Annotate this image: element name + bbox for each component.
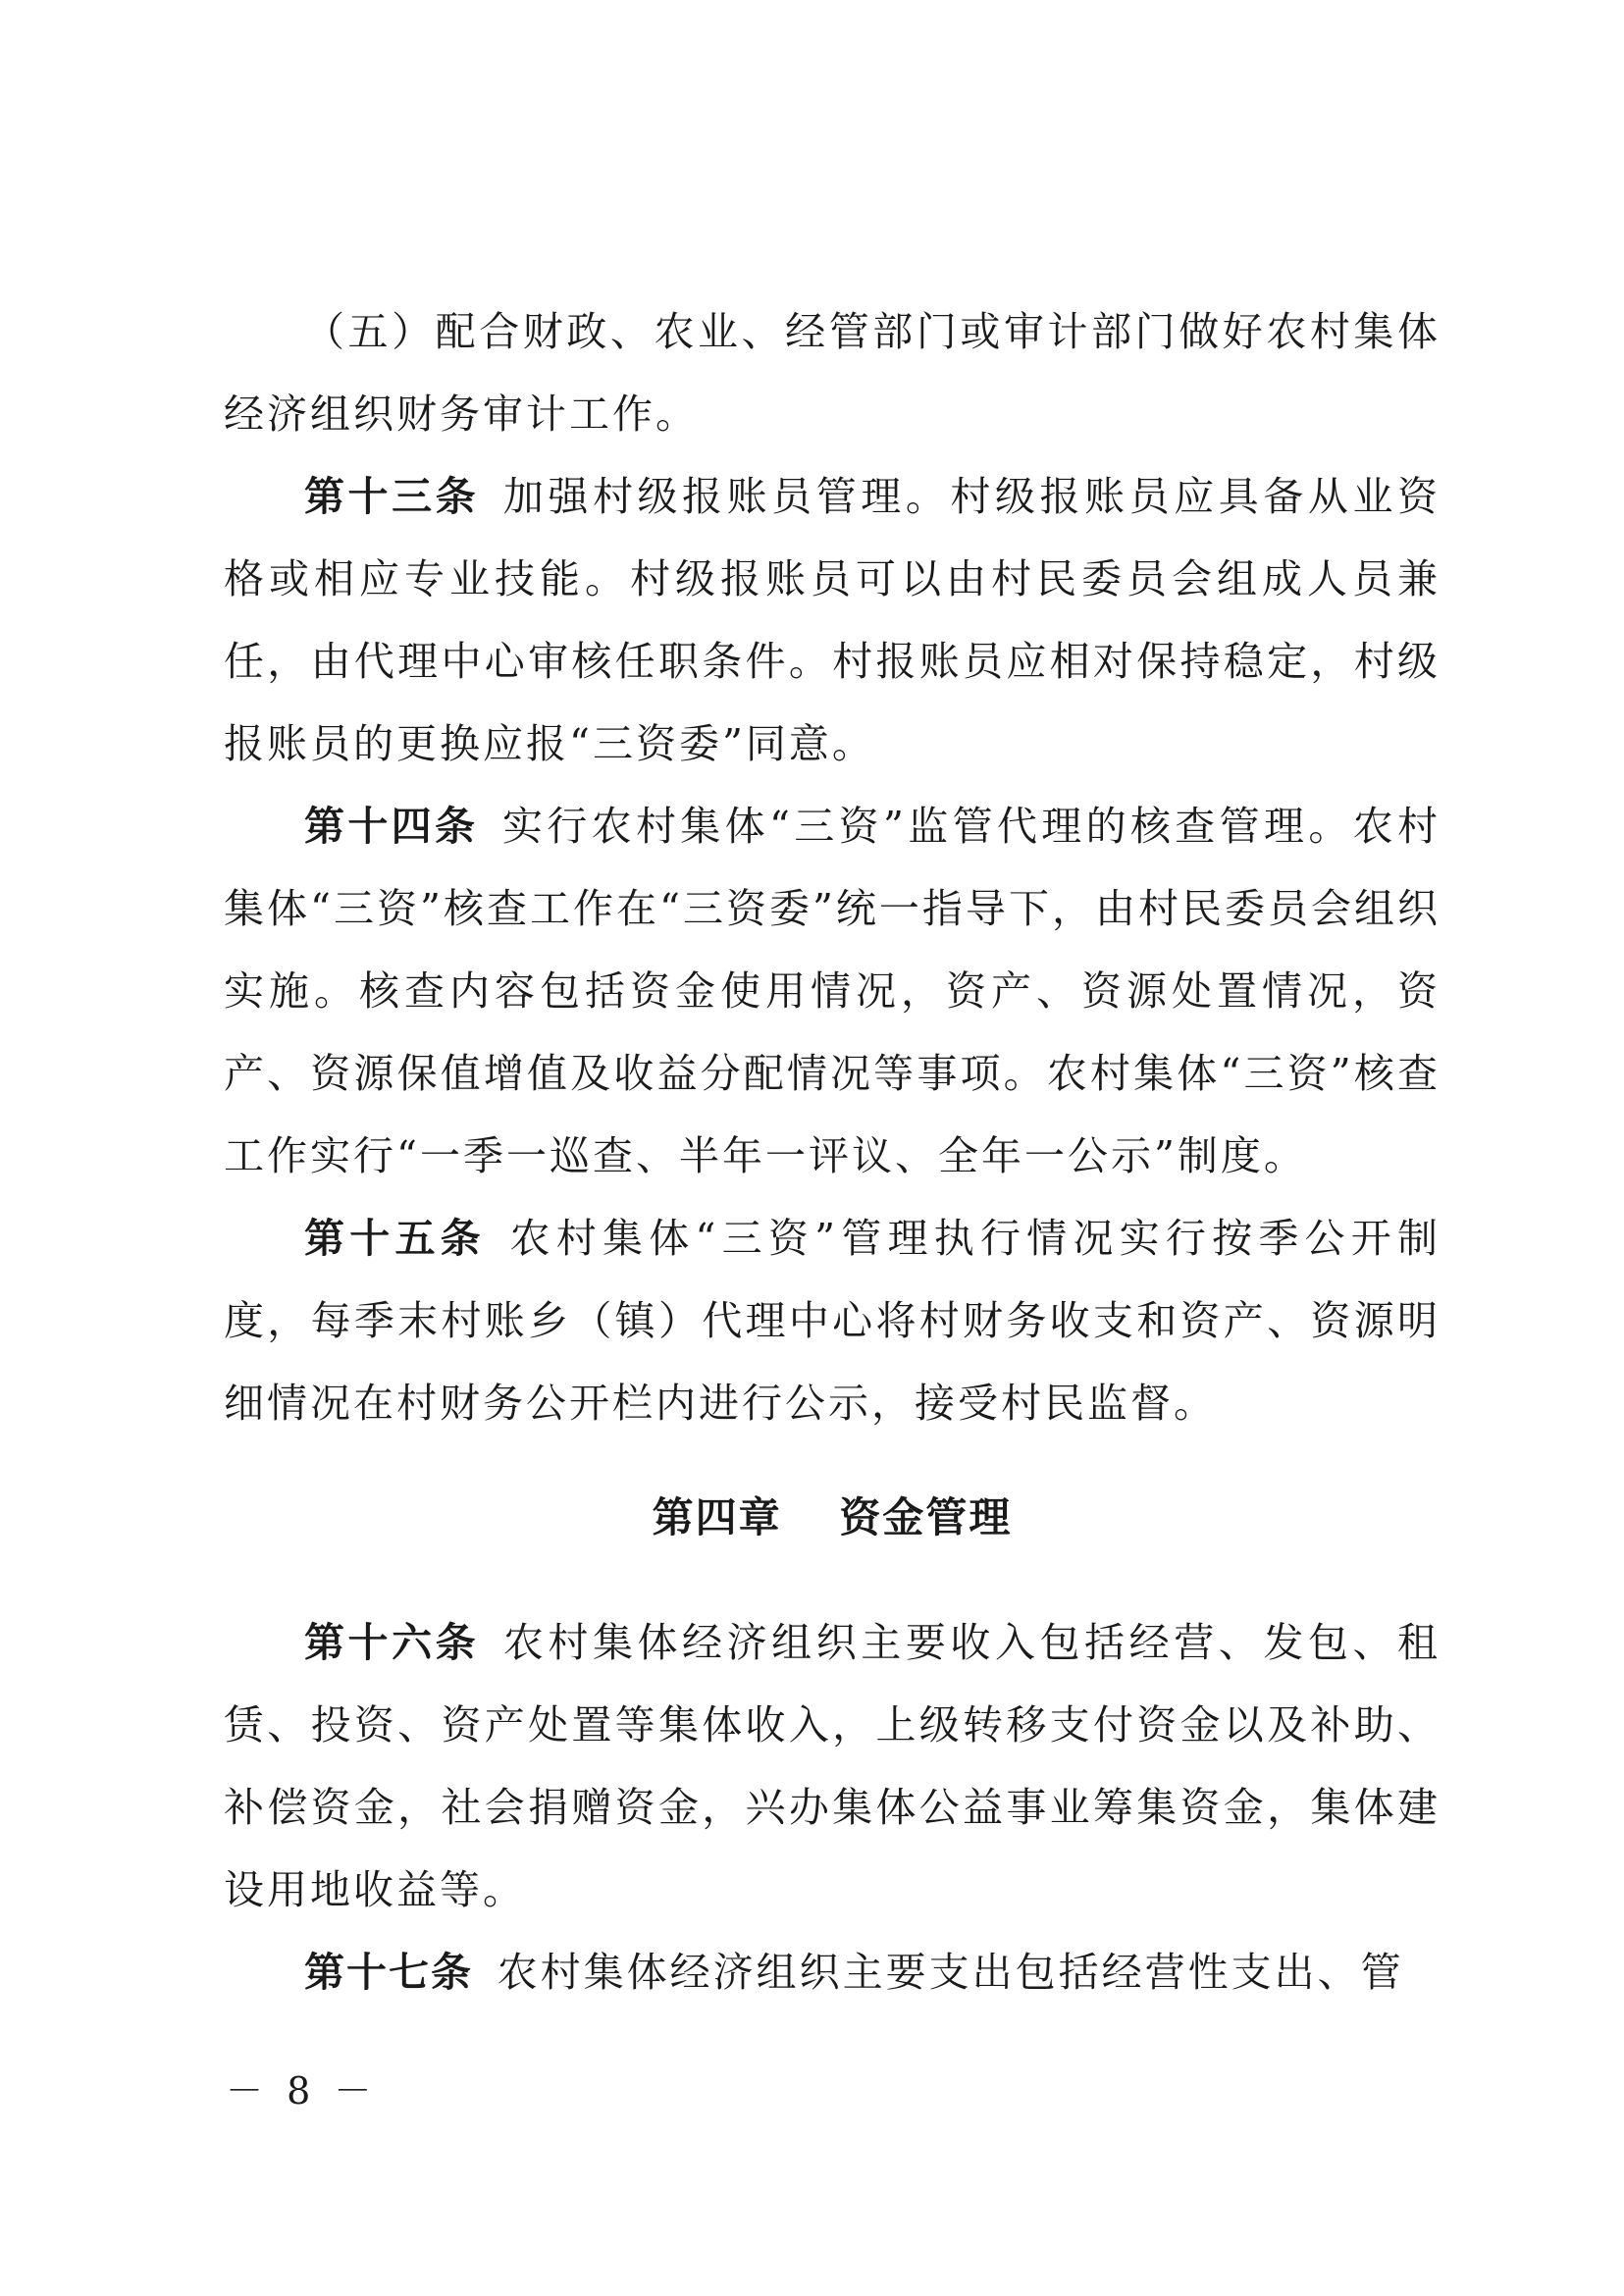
article-13	[224, 455, 1441, 785]
article-number: 第十三条	[304, 473, 480, 520]
paragraph-text: （五）配合财政、农业、经管部门或审计部门做好农村集体经济组织财务审计工作。	[224, 308, 1441, 438]
article-text: 农村集体经济组织主要支出包括经营性支出、管	[497, 1949, 1404, 1996]
article-number: 第十六条	[304, 1619, 480, 1666]
article-14	[224, 785, 1441, 1197]
article-number: 第十七条	[304, 1949, 473, 1996]
article-text: 加强村级报账员管理。村级报账员应具备从业资格或相应专业技能。村级报账员可以由村民委员会组成人员兼任，由代理中心审核任职条件。村报账员应相对保持稳定，村级报账员的更换应报“三资委”同意。	[224, 473, 1441, 767]
chapter-title: 资金管理	[839, 1493, 1013, 1541]
chapter-heading	[224, 1477, 1441, 1559]
text-block-upper	[224, 290, 1441, 1444]
article-17	[224, 1931, 1441, 2013]
article-text: 农村集体经济组织主要收入包括经营、发包、租赁、投资、资产处置等集体收入，上级转移支付资金以及补助、补偿资金，社会捐赠资金，兴办集体公益事业筹集资金，集体建设用地收益等。	[224, 1619, 1441, 1913]
article-text: 实行农村集体“三资”监管代理的核查管理。农村集体“三资”核查工作在“三资委”统一指导下，由村民委员会组织实施。核查内容包括资金使用情况，资产、资源处置情况，资产、资源保值增值及收益分配情况等事项。农村集体“三资”核查工作实行“一季一巡查、半年一评议、全年一公示”制度。	[224, 803, 1441, 1179]
article-16	[224, 1601, 1441, 1931]
text-block-lower	[224, 1601, 1441, 2013]
article-15	[224, 1197, 1441, 1444]
paragraph-item-5	[224, 290, 1441, 455]
article-number: 第十五条	[304, 1215, 486, 1262]
article-text: 农村集体“三资”管理执行情况实行按季公开制度，每季末村账乡（镇）代理中心将村财务收支和资产、资源明细情况在村财务公开栏内进行公示，接受村民监督。	[224, 1215, 1441, 1427]
chapter-number: 第四章	[652, 1493, 782, 1541]
page-number: － 8 －	[226, 2069, 378, 2113]
article-number: 第十四条	[304, 803, 479, 850]
